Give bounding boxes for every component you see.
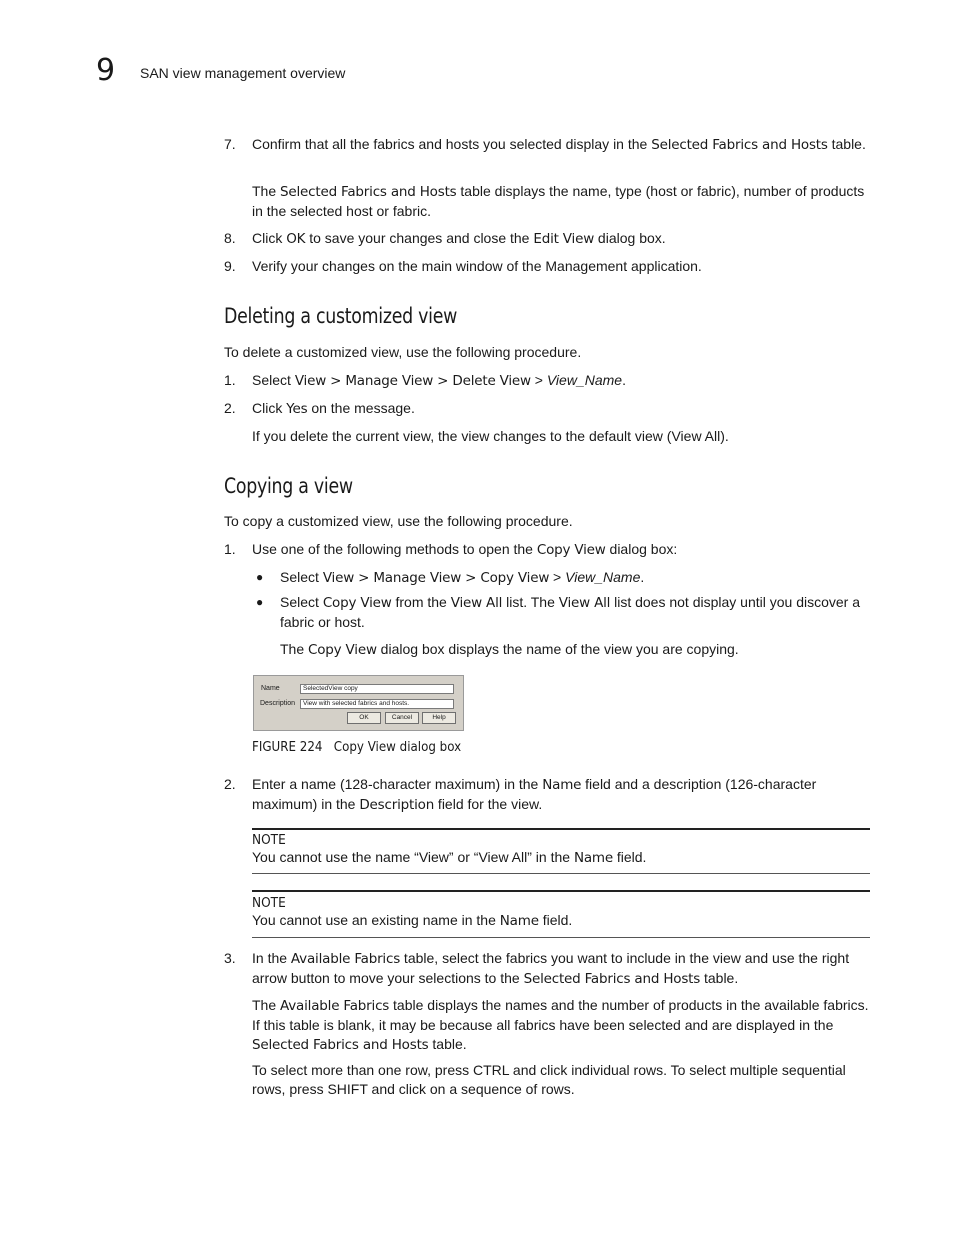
section-heading-copy: Copying a view [224,474,353,498]
copy-view-dialog [253,675,464,731]
cancel-button[interactable]: Cancel [385,712,419,724]
step-number: 2. [224,776,236,792]
figure-label: FIGURE 224 [252,739,323,755]
bullet-icon: ● [256,570,264,584]
step-number: 9. [224,258,236,274]
name-label: Name [261,685,280,692]
note-top-rule [252,828,870,830]
chapter-number: 9 [96,53,116,88]
step-7-detail: The Selected Fabrics and Hosts table displays the name, type (host or fabric), number of products in the selected host or fabric. [252,183,865,219]
note-heading: NOTE [252,832,286,848]
name-field[interactable]: SelectedView copy [300,684,454,694]
copy-bullet-detail: The Copy View dialog box displays the name of the view you are copying. [280,641,739,658]
step-number: 8. [224,230,236,246]
step-number: 2. [224,400,236,416]
section-heading-delete: Deleting a customized view [224,304,458,328]
ok-button[interactable]: OK [347,712,381,724]
figure-caption [252,738,461,757]
note-top-rule [252,890,870,892]
step-number: 3. [224,950,236,966]
description-label: Description [260,700,296,707]
step-9-text: Verify your changes on the main window of the Management application. [252,258,702,274]
note-bottom-rule [252,873,870,874]
note-heading: NOTE [252,895,286,911]
note-1-text: You cannot use the name “View” or “View All” in the Name field. [252,849,647,866]
step-number: 1. [224,541,236,557]
note-2-text: You cannot use an existing name in the Name field. [252,912,573,929]
figure-title: Copy View dialog box [333,739,462,755]
delete-step-2: Click Yes on the message. [252,400,415,417]
copy-bullet-2: Select Copy View from the View All list. The View All list does not display until you discover a fabric or host. [280,594,861,630]
copy-intro: To copy a customized view, use the following procedure. [224,513,573,529]
delete-step-2-detail: If you delete the current view, the view changes to the default view (View All). [252,428,729,444]
note-bottom-rule [252,937,870,938]
copy-step-3: In the Available Fabrics table, select the fabrics you want to include in the view and use the right arrow button to move your selections to the Selected Fabrics and Hosts table. [252,950,850,987]
delete-step-1: Select View > Manage View > Delete View > View_Name. [252,372,626,389]
copy-step-2: Enter a name (128-character maximum) in the Name field and a description (126-character maximum) in the Description field for the view. [252,776,817,813]
delete-intro: To delete a customized view, use the following procedure. [224,344,582,360]
copy-step-3-detail-1: The Available Fabrics table displays the names and the number of products in the available fabrics. If this table is blank, it may be because all fabrics have been selected and are displayed in the Selected Fabrics and Hosts table. [252,997,869,1053]
step-8-text: Click OK to save your changes and close the Edit View dialog box. [252,230,666,247]
bullet-icon: ● [256,595,264,609]
running-title: SAN view management overview [140,65,346,81]
help-button[interactable]: Help [422,712,456,724]
step-number: 1. [224,372,236,388]
step-number: 7. [224,136,236,152]
copy-bullet-1: Select View > Manage View > Copy View > View_Name. [280,569,645,586]
copy-step-3-detail-2: To select more than one row, press CTRL and click individual rows. To select multiple sequential rows, press SHIFT and click on a sequence of rows. [252,1062,846,1097]
step-7-text: Confirm that all the fabrics and hosts you selected display in the Selected Fabrics and Hosts table. [252,136,866,153]
copy-step-1: Use one of the following methods to open the Copy View dialog box: [252,541,678,558]
description-field[interactable]: View with selected fabrics and hosts. [300,699,454,709]
